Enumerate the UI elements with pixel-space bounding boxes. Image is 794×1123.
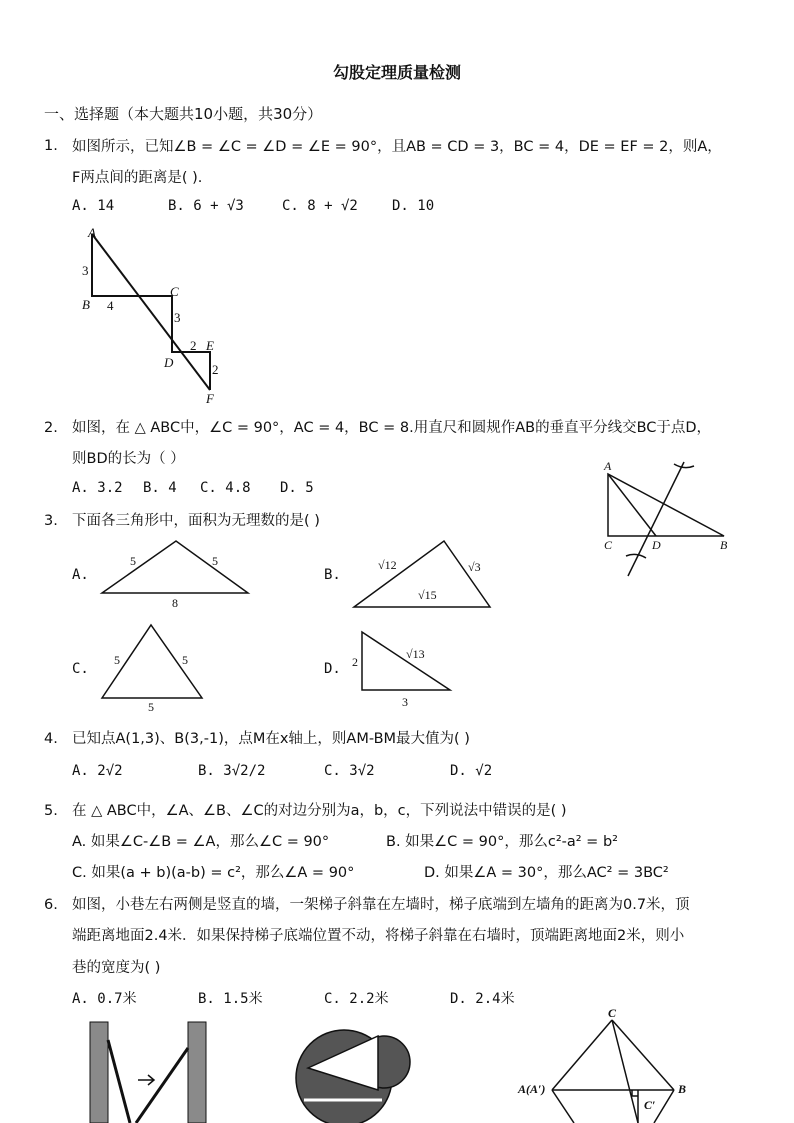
q3-triangle-b bbox=[350, 535, 500, 610]
q1-length-ef: 2 bbox=[212, 362, 219, 377]
svg-text:√15: √15 bbox=[418, 588, 437, 602]
page-title: 勾股定理质量检测 bbox=[332, 63, 461, 82]
q4-option-b: B. 3√2/2 bbox=[198, 763, 266, 779]
q4-text: 已知点A(1,3)、B(3,-1)，点M在x轴上，则AM-BM最大值为( ) bbox=[72, 731, 470, 747]
arrow-icon bbox=[138, 1075, 154, 1085]
fig-label-b: B bbox=[678, 1082, 687, 1096]
svg-text:8: 8 bbox=[172, 596, 178, 610]
q2-option-a: A. 3.2 bbox=[72, 480, 123, 496]
svg-text:5: 5 bbox=[212, 554, 218, 568]
q5-option-b: B. 如果∠C = 90°，那么c²-a² = b² bbox=[386, 834, 618, 850]
q6-text-line2: 端距离地面2.4米．如果保持梯子底端位置不动，将梯子斜靠在右墙时，顶端距离地面2米，则小 bbox=[72, 928, 685, 944]
q2-label-b: B bbox=[720, 538, 728, 552]
q5-option-a: A. 如果∠C-∠B = ∠A，那么∠C = 90° bbox=[72, 834, 330, 850]
q2-perpendicular-bisector bbox=[628, 462, 684, 576]
q1-figure bbox=[72, 222, 232, 407]
q2-option-d: D. 5 bbox=[280, 480, 314, 496]
q3-option-b: B. bbox=[324, 567, 341, 583]
fig-label-c-prime: C′ bbox=[644, 1098, 656, 1112]
q1-label-d: D bbox=[164, 355, 174, 370]
q2-option-b: B. 4 bbox=[143, 480, 177, 496]
q3-option-c: C. bbox=[72, 661, 89, 677]
q6-number: 6. bbox=[44, 897, 58, 913]
svg-text:2: 2 bbox=[352, 655, 358, 669]
q6-text-line3: 巷的宽度为( ) bbox=[72, 960, 161, 976]
q1-label-e: E bbox=[206, 338, 214, 353]
q1-number: 1. bbox=[44, 138, 58, 154]
q2-label-a: A bbox=[604, 459, 612, 473]
q2-number: 2. bbox=[44, 420, 58, 436]
q4-option-a: A. 2√2 bbox=[72, 763, 123, 779]
q3-triangle-c bbox=[96, 620, 211, 715]
q6-option-c: C. 2.2米 bbox=[324, 991, 389, 1007]
q1-length-cd: 3 bbox=[174, 310, 181, 325]
section-heading: 一、选择题（本大题共10小题，共30分） bbox=[44, 105, 323, 123]
q1-text-line2: F两点间的距离是( ). bbox=[72, 170, 203, 186]
q2-option-c: C. 4.8 bbox=[200, 480, 251, 496]
q3-text: 下面各三角形中，面积为无理数的是( ) bbox=[72, 513, 320, 529]
svg-text:3: 3 bbox=[402, 695, 408, 709]
q3-triangle-a bbox=[96, 535, 256, 610]
q3-number: 3. bbox=[44, 513, 58, 529]
q6-option-d: D. 2.4米 bbox=[450, 991, 515, 1007]
q2-label-d: D bbox=[652, 538, 661, 552]
q1-option-a: A. 14 bbox=[72, 198, 115, 214]
q1-length-de: 2 bbox=[190, 338, 197, 353]
svg-text:5: 5 bbox=[182, 653, 188, 667]
svg-text:5: 5 bbox=[148, 700, 154, 714]
q3-triangle-d bbox=[346, 624, 456, 712]
q5-option-d: D. 如果∠A = 30°，那么AC² = 3BC² bbox=[424, 865, 669, 881]
svg-text:5: 5 bbox=[114, 653, 120, 667]
q4-option-c: C. 3√2 bbox=[324, 763, 375, 779]
q1-label-f: F bbox=[206, 391, 214, 406]
triangle-fold-figure bbox=[514, 1006, 704, 1123]
svg-text:5: 5 bbox=[130, 554, 136, 568]
q5-text: 在 △ ABC中，∠A、∠B、∠C的对边分别为a，b，c，下列说法中错误的是( ) bbox=[72, 803, 567, 819]
circles-figure bbox=[286, 1012, 416, 1123]
alley-ladder-figure bbox=[84, 1018, 214, 1123]
q1-label-b: B bbox=[82, 297, 90, 312]
q1-length-bc: 4 bbox=[107, 298, 114, 313]
q1-length-ab: 3 bbox=[82, 263, 89, 278]
q1-label-a: A bbox=[88, 225, 96, 240]
q6-option-a: A. 0.7米 bbox=[72, 991, 137, 1007]
fig-label-a: A(A′) bbox=[518, 1082, 546, 1096]
q4-number: 4. bbox=[44, 731, 58, 747]
fig-label-c: C bbox=[608, 1006, 617, 1020]
q5-option-c: C. 如果(a + b)(a-b) = c²，那么∠A = 90° bbox=[72, 865, 355, 881]
q3-option-a: A. bbox=[72, 567, 89, 583]
q2-figure bbox=[596, 456, 746, 581]
q3-option-d: D. bbox=[324, 661, 341, 677]
q4-option-d: D. √2 bbox=[450, 763, 493, 779]
q2-label-c: C bbox=[604, 538, 613, 552]
q1-text-line1: 如图所示，已知∠B = ∠C = ∠D = ∠E = 90°，且AB = CD = 3，BC = 4，DE = EF = 2，则A， bbox=[72, 139, 722, 155]
q2-text-line2: 则BD的长为（ ） bbox=[72, 451, 185, 467]
svg-text:√13: √13 bbox=[406, 647, 425, 661]
q6-text-line1: 如图，小巷左右两侧是竖直的墙，一架梯子斜靠在左墙时，梯子底端到左墙角的距离为0.7米，顶 bbox=[72, 897, 690, 913]
q5-number: 5. bbox=[44, 803, 58, 819]
q1-label-c: C bbox=[170, 284, 179, 299]
svg-text:√3: √3 bbox=[468, 560, 481, 574]
q6-option-b: B. 1.5米 bbox=[198, 991, 263, 1007]
q1-option-d: D. 10 bbox=[392, 198, 435, 214]
q1-option-c: C. 8 + √2 bbox=[282, 198, 358, 214]
svg-text:√12: √12 bbox=[378, 558, 397, 572]
q2-text-line1: 如图，在 △ ABC中，∠C = 90°，AC = 4，BC = 8.用直尺和圆规作AB的垂直平分线交BC于点D， bbox=[72, 420, 712, 436]
q1-option-b: B. 6 + √3 bbox=[168, 198, 244, 214]
